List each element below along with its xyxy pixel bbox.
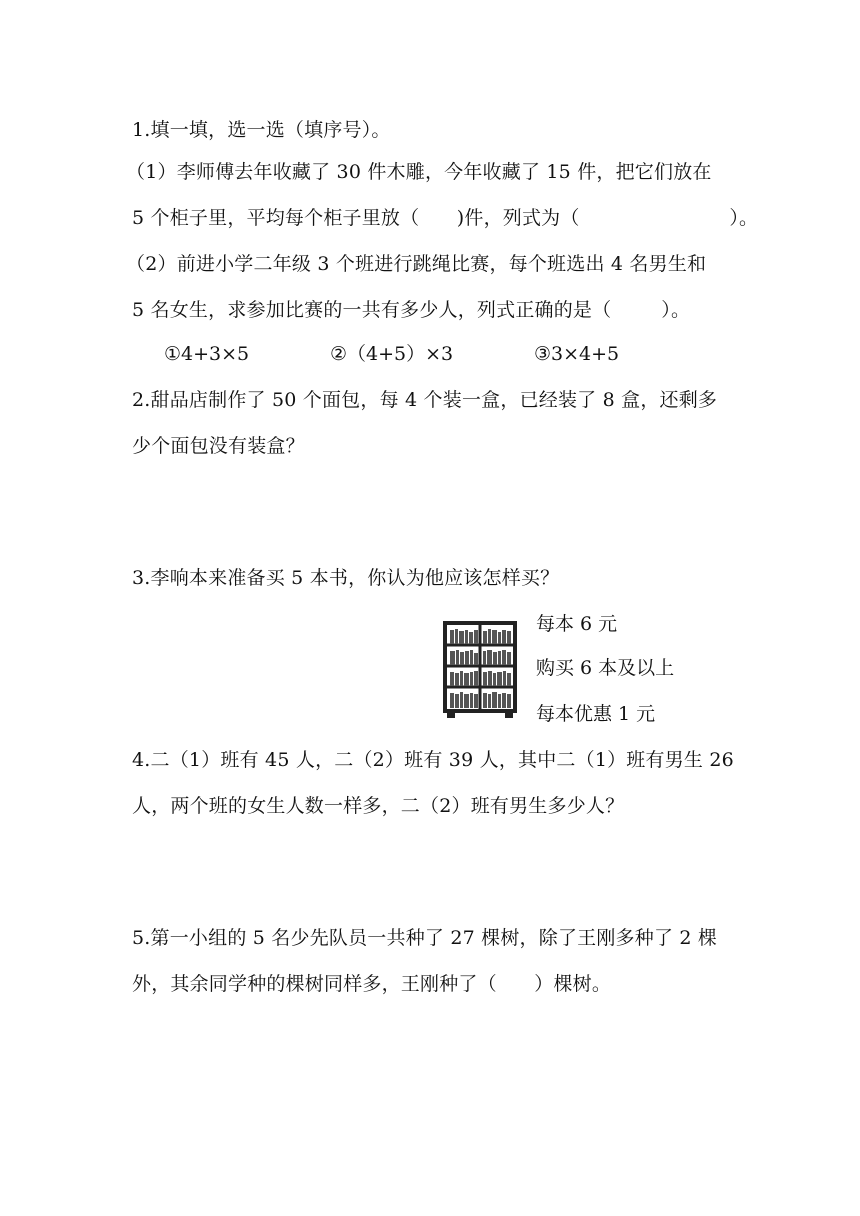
question-1-1-line-1: （1）李师傅去年收藏了 30 件木雕，今年收藏了 15 件，把它们放在 xyxy=(126,161,712,183)
question-1-1-line-2: 5 个柜子里，平均每个柜子里放（ )件，列式为（ ）。 xyxy=(132,207,759,229)
question-2-line-1: 2.甜品店制作了 50 个面包，每 4 个装一盒，已经装了 8 盒，还剩多 xyxy=(132,389,718,411)
question-2-line-2: 少个面包没有装盒？ xyxy=(132,435,305,457)
price-per-book: 每本 6 元 xyxy=(536,613,618,635)
choice-2: ②（4+5）×3 xyxy=(330,343,454,365)
bookshelf-icon xyxy=(442,620,518,718)
question-4-line-1: 4.二（1）班有 45 人，二（2）班有 39 人，其中二（1）班有男生 26 xyxy=(132,749,734,771)
question-1-2-line-2: 5 名女生，求参加比赛的一共有多少人，列式正确的是（ ）。 xyxy=(132,299,691,321)
question-5-line-1: 5.第一小组的 5 名少先队员一共种了 27 棵树，除了王刚多种了 2 棵 xyxy=(132,927,718,949)
choice-3: ③3×4+5 xyxy=(534,343,620,365)
choice-1: ①4+3×5 xyxy=(164,343,250,365)
question-5-line-2: 外，其余同学种的棵树同样多，王刚种了（ ）棵树。 xyxy=(132,973,612,995)
bulk-purchase-condition: 购买 6 本及以上 xyxy=(536,657,675,679)
question-3: 3.李响本来准备买 5 本书，你认为他应该怎样买？ xyxy=(132,567,560,589)
question-1-title: 1.填一填，选一选（填序号）。 xyxy=(132,119,391,141)
question-4-line-2: 人，两个班的女生人数一样多，二（2）班有男生多少人？ xyxy=(132,795,625,817)
discount-per-book: 每本优惠 1 元 xyxy=(536,703,656,725)
question-1-2-line-1: （2）前进小学二年级 3 个班进行跳绳比赛，每个班选出 4 名男生和 xyxy=(126,253,707,275)
